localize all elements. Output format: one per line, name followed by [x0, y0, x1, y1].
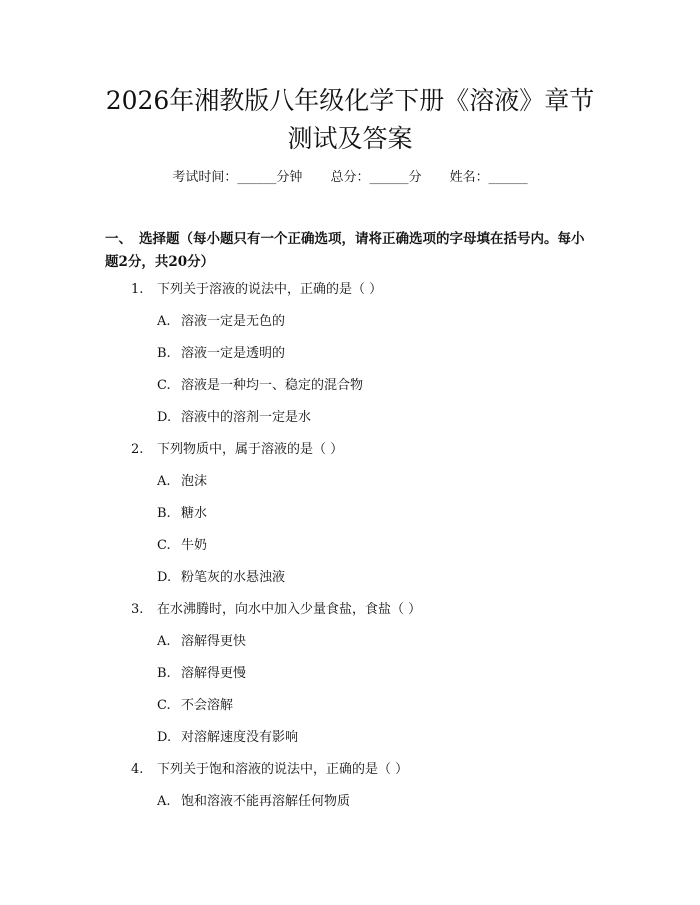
option-text: 糖水 [181, 506, 208, 521]
option-text: 溶液是一种均一、稳定的混合物 [181, 378, 364, 393]
question-text: 下列关于饱和溶液的说法中，正确的是（ ） [157, 762, 409, 777]
section-heading-line-2: 题2分，共20分） [105, 254, 215, 270]
option-list [0, 472, 700, 600]
option-c [0, 376, 700, 408]
total-score-field: 总分：______分 [330, 170, 422, 185]
question-stem [0, 280, 700, 312]
option-text: 对溶解速度没有影响 [181, 730, 299, 745]
option-letter: D. [157, 570, 172, 585]
question-text: 下列物质中，属于溶液的是（ ） [157, 442, 344, 457]
document-title [70, 82, 630, 158]
option-d [0, 568, 700, 600]
option-d [0, 728, 700, 760]
option-text: 溶液一定是无色的 [181, 314, 286, 329]
option-text: 溶解得更慢 [181, 666, 247, 681]
option-text: 粉笔灰的水悬浊液 [181, 570, 286, 585]
option-letter: A. [157, 794, 171, 809]
exam-time-field: 考试时间：______分钟 [172, 170, 303, 185]
option-a [0, 792, 700, 824]
option-d [0, 408, 700, 440]
option-a [0, 472, 700, 504]
question-text: 在水沸腾时，向水中加入少量食盐，食盐（ ） [157, 602, 422, 617]
option-list [0, 632, 700, 760]
question-4 [0, 760, 700, 824]
option-text: 不会溶解 [181, 698, 234, 713]
option-text: 饱和溶液不能再溶解任何物质 [181, 794, 351, 809]
section-number: 一、 [105, 231, 132, 247]
option-list [0, 312, 700, 440]
option-letter: A. [157, 634, 171, 649]
option-letter: C. [157, 378, 171, 393]
title-line-2: 测试及答案 [287, 124, 413, 153]
option-text: 牛奶 [181, 538, 208, 553]
question-stem [0, 760, 700, 792]
option-text: 泡沫 [181, 474, 208, 489]
option-b [0, 664, 700, 696]
option-c [0, 536, 700, 568]
option-text: 溶液一定是透明的 [181, 346, 286, 361]
option-letter: A. [157, 474, 171, 489]
option-b [0, 504, 700, 536]
question-number: 4. [131, 762, 144, 777]
section-heading-line-1: 选择题（每小题只有一个正确选项，请将正确选项的字母填在括号内。每小 [139, 231, 585, 247]
question-list [0, 280, 700, 824]
student-name-field: 姓名：______ [449, 170, 528, 185]
option-letter: D. [157, 730, 172, 745]
question-text: 下列关于溶液的说法中，正确的是（ ） [157, 282, 383, 297]
question-stem [0, 440, 700, 472]
option-letter: C. [157, 538, 171, 553]
option-a [0, 312, 700, 344]
option-letter: B. [157, 346, 171, 361]
question-2 [0, 440, 700, 600]
section-heading [105, 228, 605, 274]
option-letter: B. [157, 506, 171, 521]
option-a [0, 632, 700, 664]
option-text: 溶液中的溶剂一定是水 [181, 410, 312, 425]
question-number: 2. [131, 442, 144, 457]
option-c [0, 696, 700, 728]
exam-info-line [0, 168, 700, 188]
option-text: 溶解得更快 [181, 634, 247, 649]
title-line-1: 2026年湘教版八年级化学下册《溶液》章节 [105, 86, 595, 115]
option-letter: D. [157, 410, 172, 425]
question-3 [0, 600, 700, 760]
option-b [0, 344, 700, 376]
option-letter: C. [157, 698, 171, 713]
option-letter: A. [157, 314, 171, 329]
question-number: 3. [131, 602, 144, 617]
question-stem [0, 600, 700, 632]
option-letter: B. [157, 666, 171, 681]
question-1 [0, 280, 700, 440]
question-number: 1. [131, 282, 144, 297]
option-list [0, 792, 700, 824]
